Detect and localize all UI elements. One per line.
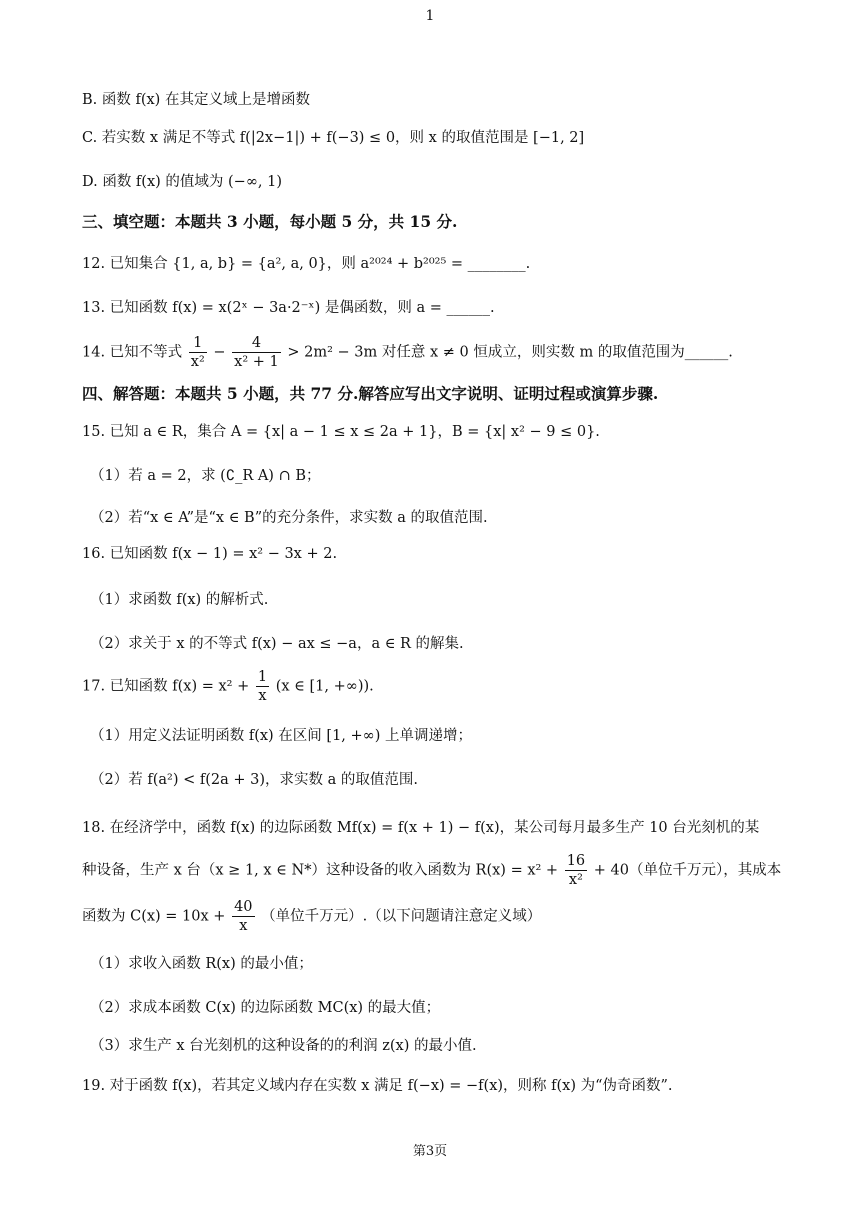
q14-prefix: 14. 已知不等式	[82, 344, 183, 361]
q18-line-3-prefix: 函数为 C(x) = 10x +	[82, 908, 226, 925]
q14-suffix: > 2m² − 3m 对任意 x ≠ 0 恒成立，则实数 m 的取值范围为______.	[287, 344, 733, 361]
q18-line-3-suffix: （单位千万元）.（以下问题请注意定义域）	[261, 908, 542, 925]
q18-cost-fraction	[232, 898, 254, 935]
question-17-part-2: （2）若 f(a²) < f(2a + 3)，求实数 a 的取值范围.	[90, 772, 418, 788]
q14-fraction-a-num: 1	[189, 334, 207, 353]
q18-cost-fraction-num: 40	[234, 899, 253, 915]
q18-revenue-fraction-den: x²	[568, 872, 583, 888]
question-16-part-2: （2）求关于 x 的不等式 f(x) − ax ≤ −a，a ∈ R 的解集.	[90, 636, 464, 652]
question-18-line-2	[82, 852, 781, 889]
section-4-heading: 四、解答题：本题共 5 小题，共 77 分.解答应写出文字说明、证明过程或演算步骤.	[82, 384, 659, 403]
section-3-heading: 三、填空题：本题共 3 小题，每小题 5 分，共 15 分.	[82, 212, 458, 231]
q17-prefix: 17. 已知函数 f(x) = x² +	[82, 678, 250, 695]
q14-fraction-b-den: x² + 1	[234, 354, 279, 370]
question-16: 16. 已知函数 f(x − 1) = x² − 3x + 2.	[82, 546, 338, 562]
page-number: 1	[425, 8, 435, 24]
question-16-part-1: （1）求函数 f(x) 的解析式.	[90, 592, 269, 608]
question-15-part-2: （2）若“x ∈ A”是“x ∈ B”的充分条件，求实数 a 的取值范围.	[90, 510, 488, 526]
question-12: 12. 已知集合 {1, a, b} = {a², a, 0}，则 a²⁰²⁴ + b²⁰²⁵ = ________.	[82, 256, 531, 272]
q17-fraction-num: 1	[257, 669, 268, 685]
q14-fraction-a	[189, 334, 207, 371]
question-18-line-1: 18. 在经济学中，函数 f(x) 的边际函数 Mf(x) = f(x + 1) − f(x)，某公司每月最多生产 10 台光刻机的某	[82, 820, 760, 836]
q18-cost-fraction-den: x	[239, 918, 248, 934]
q18-revenue-fraction-num: 16	[566, 853, 586, 869]
option-b: B. 函数 f(x) 在其定义域上是增函数	[82, 92, 310, 108]
option-c: C. 若实数 x 满足不等式 f(|2x−1|) + f(−3) ≤ 0，则 x 的取值范围是 [−1, 2]	[82, 130, 585, 146]
question-15-part-1: （1）若 a = 2，求 (∁_R A) ∩ B；	[90, 468, 321, 484]
question-15: 15. 已知 a ∈ R，集合 A = {x| a − 1 ≤ x ≤ 2a + 1}，B = {x| x² − 9 ≤ 0}.	[82, 424, 600, 440]
question-17	[82, 668, 374, 705]
question-19: 19. 对于函数 f(x)，若其定义域内存在实数 x 满足 f(−x) = −f(x)，则称 f(x) 为“伪奇函数”.	[82, 1078, 673, 1094]
q14-fraction-b-num: 4	[232, 334, 281, 353]
q14-fraction-a-den: x²	[190, 354, 205, 370]
q18-line-2-suffix: + 40（单位千万元），其成本	[593, 862, 782, 879]
q18-line-2-prefix: 种设备，生产 x 台（x ≥ 1, x ∈ N*）这种设备的收入函数为 R(x) = x² +	[82, 862, 559, 879]
question-14	[82, 334, 733, 371]
question-18-part-1: （1）求收入函数 R(x) 的最小值；	[90, 956, 313, 972]
minus-sign: −	[213, 344, 226, 361]
q17-fraction	[256, 668, 269, 705]
question-18-line-3	[82, 898, 541, 935]
question-17-part-1: （1）用定义法证明函数 f(x) 在区间 [1, +∞) 上单调递增；	[90, 728, 473, 744]
question-13: 13. 已知函数 f(x) = x(2ˣ − 3a·2⁻ˣ) 是偶函数，则 a = ______.	[82, 300, 495, 316]
option-d: D. 函数 f(x) 的值域为 (−∞, 1)	[82, 174, 282, 190]
question-18-part-2: （2）求成本函数 C(x) 的边际函数 MC(x) 的最大值；	[90, 1000, 441, 1016]
q17-suffix: (x ∈ [1, +∞)).	[275, 678, 374, 695]
q14-fraction-b	[232, 334, 281, 371]
q18-revenue-fraction	[565, 852, 587, 889]
q17-fraction-den: x	[258, 688, 267, 704]
page-footer: 第3页	[412, 1144, 448, 1159]
question-18-part-3: （3）求生产 x 台光刻机的这种设备的的利润 z(x) 的最小值.	[90, 1038, 477, 1054]
